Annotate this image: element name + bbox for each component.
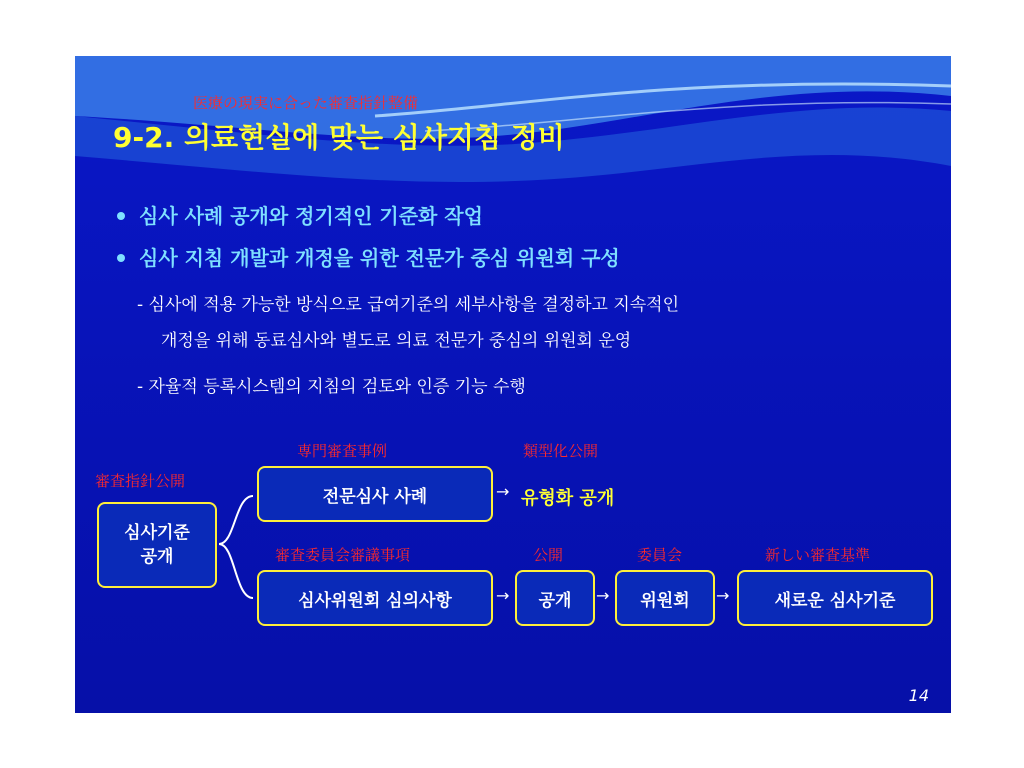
root-label-jp: 審査指針公開: [95, 472, 186, 490]
arrow-right-icon: →: [496, 482, 510, 501]
step2-jp: 委員会: [637, 546, 683, 564]
page-number: 14: [908, 686, 929, 705]
bottom-box: 심사위원회 심의사항: [257, 570, 493, 626]
slide-title: 9-2. 의료현실에 맞는 심사지침 정비: [113, 121, 565, 154]
subpoint-1: - 심사에 적용 가능한 방식으로 급여기준의 세부사항을 결정하고 지속적인: [137, 295, 680, 315]
top-result: 유형화 공개: [521, 488, 615, 509]
root-box: [97, 502, 217, 588]
bullet-2: [117, 242, 620, 271]
top-result-jp: 類型化公開: [523, 442, 599, 460]
root-line-2: 공개: [140, 547, 174, 567]
bullet-1: [117, 200, 483, 229]
bottom-label-jp: 審査委員会審議事項: [275, 546, 411, 564]
slide: [75, 56, 951, 713]
arrow-right-icon: →: [496, 586, 510, 605]
arrow-right-icon: →: [596, 586, 610, 605]
step1-jp: 公開: [533, 546, 564, 564]
step3-box: 새로운 심사기준: [737, 570, 933, 626]
root-line-1: 심사기준: [124, 523, 190, 543]
branch-brace: [217, 486, 257, 606]
title-jp: 医療の現実に合った審査指針整備: [193, 94, 419, 112]
step1-box: 공개: [515, 570, 595, 626]
step3-jp: 新しい審査基準: [765, 546, 871, 564]
top-label-jp: 専門審査事例: [297, 442, 388, 460]
bullet-text: 심사 지침 개발과 개정을 위한 전문가 중심 위원회 구성: [139, 246, 620, 270]
top-box: 전문심사 사례: [257, 466, 493, 522]
subpoint-2: - 자율적 등록시스템의 지침의 검토와 인증 기능 수행: [137, 377, 526, 397]
subpoint-1-cont: 개정을 위해 동료심사와 별도로 의료 전문가 중심의 위원회 운영: [161, 331, 632, 351]
bullet-dot-icon: [117, 254, 125, 262]
step2-box: 위원회: [615, 570, 715, 626]
bullet-dot-icon: [117, 212, 125, 220]
arrow-right-icon: →: [716, 586, 730, 605]
bullet-text: 심사 사례 공개와 정기적인 기준화 작업: [139, 204, 483, 228]
